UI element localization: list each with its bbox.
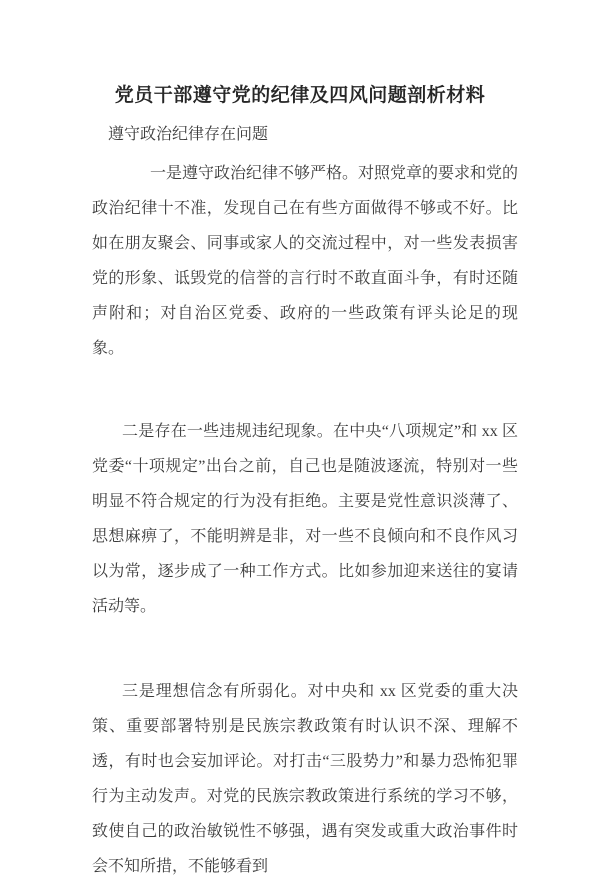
paragraph-point-two: 二是存在一些违规违纪现象。在中央“八项规定”和 xx 区党委“十项规定”出台之前，自己也是随波逐流，特别对一些明显不符合规定的行为没有拒绝。主要是党性意识淡薄了、思想麻痹了，不能明辨是非，对一些不良倾向和不良作风习以为常，逐步成了一种工作方式。比如参加迎来送往的宴请活动等。 xyxy=(92,423,518,615)
paragraph-point-three: 三是理想信念有所弱化。对中央和 xx 区党委的重大决策、重要部署特别是民族宗教政策有时认识不深、理解不透，有时也会妄加评论。对打击“三股势力”和暴力恐怖犯罪行为主动发声。对党的民族宗教政策进行系统的学习不够，致使自己的政治敏锐性不够强，遇有突发或重大政治事件时会不知所措，不能够看到 xyxy=(92,683,518,875)
document-body xyxy=(92,117,518,884)
document-title: 党员干部遵守党的纪律及四风问题剖析材料 xyxy=(114,85,486,106)
paragraph-point-one: 一是遵守政治纪律不够严格。对照党章的要求和党的政治纪律十不准，发现自己在有些方面做得不够或不好。比如在朋友聚会、同事或家人的交流过程中，对一些发表损害党的形象、诋毁党的信誉的言行时不敢直面斗争，有时还随声附和；对自治区党委、政府的一些政策有评头论足的现象。 xyxy=(92,165,519,357)
section-heading: 遵守政治纪律存在问题 xyxy=(108,126,269,143)
